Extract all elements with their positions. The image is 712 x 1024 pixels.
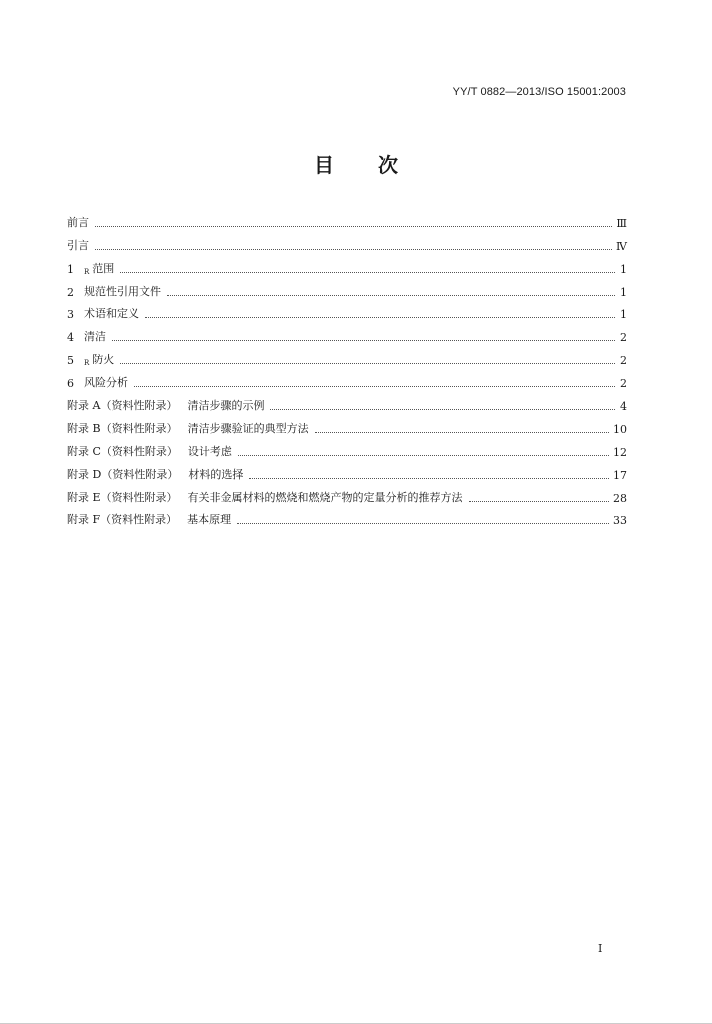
dot-leader xyxy=(238,455,609,456)
dot-leader xyxy=(249,478,609,479)
toc-entry-page: 33 xyxy=(613,514,627,528)
dot-leader xyxy=(145,317,615,318)
dot-leader xyxy=(469,501,609,502)
toc-entry-page: 1 xyxy=(620,285,627,299)
toc-entry-page: 4 xyxy=(620,400,627,414)
toc-entry-page: Ⅲ xyxy=(616,216,627,230)
toc-entry-number: 4 xyxy=(67,331,74,345)
toc-entry[interactable] xyxy=(67,413,627,436)
title-char-1: 目 xyxy=(314,153,334,177)
dot-leader xyxy=(315,432,609,433)
standard-number: YY/T 0882—2013/ISO 15001:2003 xyxy=(452,86,626,98)
toc-entry-page: 1 xyxy=(620,262,627,276)
toc-entry-title: 材料的选择 xyxy=(188,467,244,481)
toc-entry[interactable] xyxy=(67,367,627,390)
toc-appendix-label: 附录 D（资料性附录） xyxy=(67,467,179,481)
dot-leader xyxy=(95,226,612,227)
toc-entry-title: 有关非金属材料的燃烧和燃烧产物的定量分析的推荐方法 xyxy=(187,490,463,504)
toc-entry[interactable] xyxy=(67,505,627,528)
toc-entry-number: 6 xyxy=(67,377,74,391)
title-char-2: 次 xyxy=(378,153,398,177)
toc-entry-title: 清洁步骤验证的典型方法 xyxy=(187,421,309,435)
toc-appendix-label: 附录 F（资料性附录） xyxy=(67,513,178,527)
dot-leader xyxy=(95,249,612,250)
toc-entry-title: 清洁 xyxy=(84,330,106,344)
toc-entry-page: 1 xyxy=(620,308,627,322)
toc-entry-page: 28 xyxy=(613,491,627,505)
dot-leader xyxy=(237,523,609,524)
toc-entry-title: 范围 xyxy=(92,261,115,275)
table-of-contents xyxy=(67,207,627,527)
dot-leader xyxy=(134,386,615,387)
dot-leader xyxy=(270,409,615,410)
toc-entry-title: 基本原理 xyxy=(187,513,232,527)
toc-entry-title: 规范性引用文件 xyxy=(84,284,161,298)
toc-entry-page: 10 xyxy=(613,422,627,436)
toc-entry[interactable] xyxy=(67,230,627,253)
toc-entry-title: 清洁步骤的示例 xyxy=(187,399,265,413)
toc-entry[interactable] xyxy=(67,436,627,459)
toc-entry-page: Ⅳ xyxy=(616,239,627,253)
toc-entry[interactable] xyxy=(67,459,627,482)
page-number: I xyxy=(598,942,603,955)
dot-leader xyxy=(120,363,615,364)
dot-leader xyxy=(112,340,615,341)
toc-entry-number: 1 xyxy=(67,262,74,276)
toc-entry-number: 3 xyxy=(67,308,74,322)
toc-entry-title: 术语和定义 xyxy=(84,307,139,321)
toc-entry-marker: R xyxy=(84,267,90,276)
toc-entry[interactable] xyxy=(67,299,627,322)
toc-entry[interactable] xyxy=(67,390,627,413)
toc-appendix-label: 附录 C（资料性附录） xyxy=(67,444,178,458)
toc-entry[interactable] xyxy=(67,207,627,230)
toc-entry-title: 前言 xyxy=(67,215,89,229)
toc-entry-page: 12 xyxy=(613,445,627,459)
toc-entry-title: 引言 xyxy=(67,238,89,252)
toc-appendix-label: 附录 A（资料性附录） xyxy=(67,399,178,413)
toc-entry-title: 设计考虑 xyxy=(187,444,232,458)
toc-appendix-label: 附录 B（资料性附录） xyxy=(67,421,178,435)
toc-entry-marker: R xyxy=(84,359,90,368)
toc-entry-number: 5 xyxy=(67,354,74,368)
toc-entry[interactable] xyxy=(67,253,627,276)
toc-entry[interactable] xyxy=(67,482,627,505)
toc-entry-page: 2 xyxy=(620,377,627,391)
dot-leader xyxy=(167,295,615,296)
toc-entry-title: 风险分析 xyxy=(84,376,128,390)
toc-entry-page: 2 xyxy=(620,331,627,345)
toc-entry[interactable] xyxy=(67,344,627,367)
toc-entry[interactable] xyxy=(67,321,627,344)
dot-leader xyxy=(120,272,615,273)
toc-entry[interactable] xyxy=(67,276,627,299)
toc-entry-title: 防火 xyxy=(92,353,115,367)
toc-entry-page: 2 xyxy=(620,354,627,368)
page-title xyxy=(0,149,712,178)
toc-appendix-label: 附录 E（资料性附录） xyxy=(67,490,178,504)
toc-entry-page: 17 xyxy=(613,468,627,482)
toc-entry-number: 2 xyxy=(67,285,74,299)
